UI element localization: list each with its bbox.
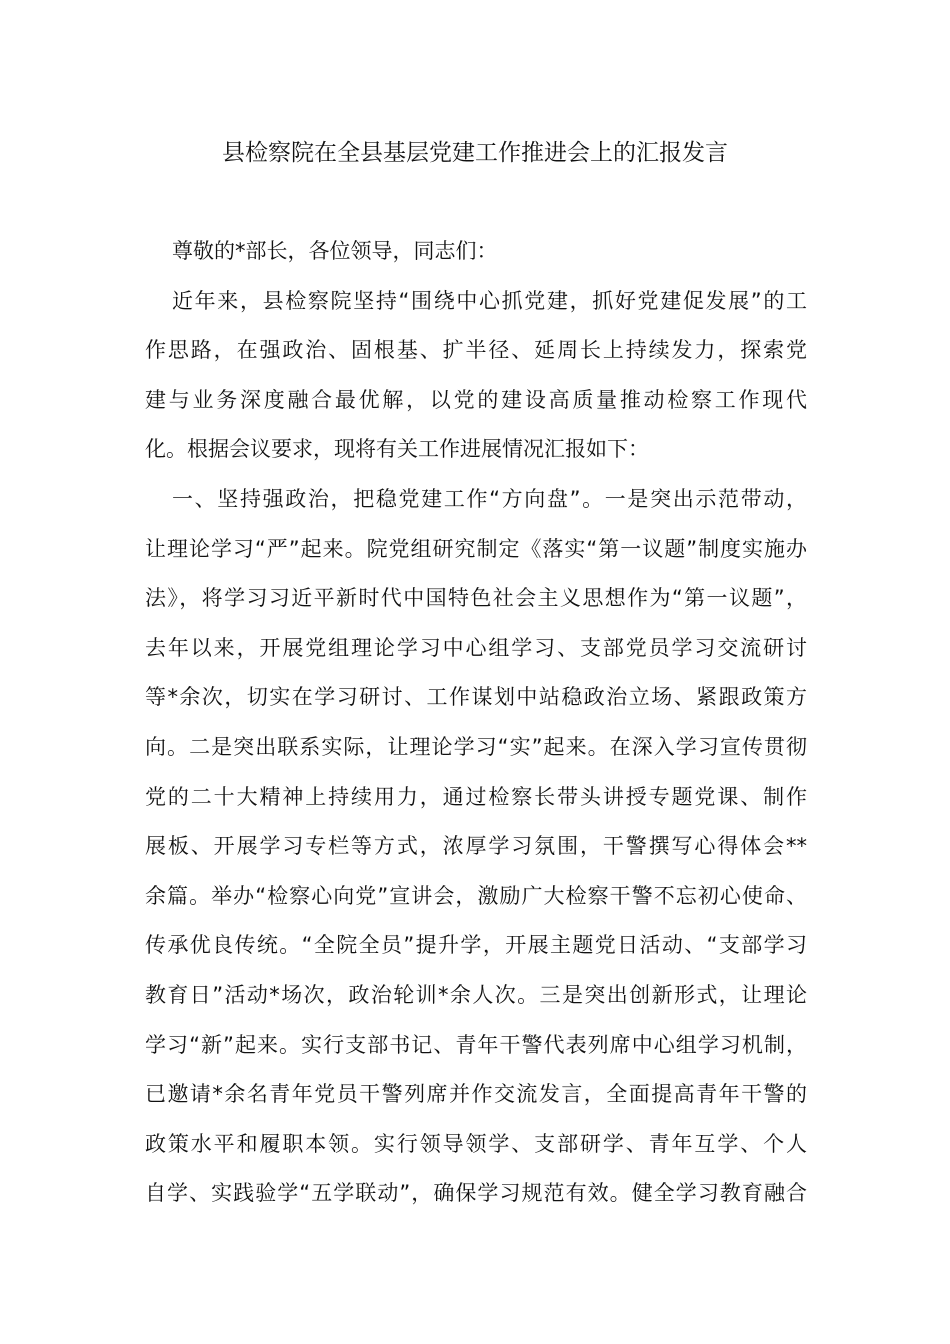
paragraph-line: 化。根据会议要求，现将有关工作进展情况汇报如下： [145, 437, 649, 461]
paragraph-line: 政策水平和履职本领。实行领导领学、支部研学、青年互学、个人 [145, 1132, 807, 1156]
paragraph-line: 教育日”活动*场次，政治轮训*余人次。三是突出创新形式，让理论 [145, 983, 807, 1007]
paragraph-line: 展板、开展学习专栏等方式，浓厚学习氛围，干警撰写心得体会** [145, 834, 807, 858]
paragraph-line: 已邀请*余名青年党员干警列席并作交流发言，全面提高青年干警的 [145, 1082, 807, 1106]
paragraph-line: 让理论学习“严”起来。院党组研究制定《落实“第一议题”制度实施办 [145, 537, 807, 561]
paragraph-line: 自学、实践验学“五学联动”，确保学习规范有效。健全学习教育融合 [145, 1181, 807, 1205]
paragraph-line: 法》，将学习习近平新时代中国特色社会主义思想作为“第一议题”， [145, 586, 807, 610]
paragraph-line: 一、坚持强政治，把稳党建工作“方向盘”。一是突出示范带动， [172, 487, 807, 511]
salutation: 尊敬的*部长，各位领导，同志们： [172, 239, 498, 263]
paragraph-line: 余篇。举办“检察心向党”宣讲会，激励广大检察干警不忘初心使命、 [145, 884, 807, 908]
paragraph-line: 去年以来，开展党组理论学习中心组学习、支部党员学习交流研讨 [145, 636, 807, 660]
paragraph-line: 党的二十大精神上持续用力，通过检察长带头讲授专题党课、制作 [145, 785, 807, 809]
paragraph-line: 传承优良传统。“全院全员”提升学，开展主题党日活动、“支部学习 [145, 933, 807, 957]
paragraph-line: 等*余次，切实在学习研讨、工作谋划中站稳政治立场、紧跟政策方 [145, 685, 807, 709]
paragraph-line: 学习“新”起来。实行支部书记、青年干警代表列席中心组学习机制， [145, 1033, 807, 1057]
paragraph-line: 近年来，县检察院坚持“围绕中心抓党建，抓好党建促发展”的工 [172, 289, 807, 313]
paragraph-line: 向。二是突出联系实际，让理论学习“实”起来。在深入学习宣传贯彻 [145, 735, 807, 759]
paragraph-line: 作思路，在强政治、固根基、扩半径、延周长上持续发力，探索党 [145, 338, 807, 362]
paragraph-line: 建与业务深度融合最优解，以党的建设高质量推动检察工作现代 [145, 388, 807, 412]
document-title: 县检察院在全县基层党建工作推进会上的汇报发言 [222, 140, 728, 166]
